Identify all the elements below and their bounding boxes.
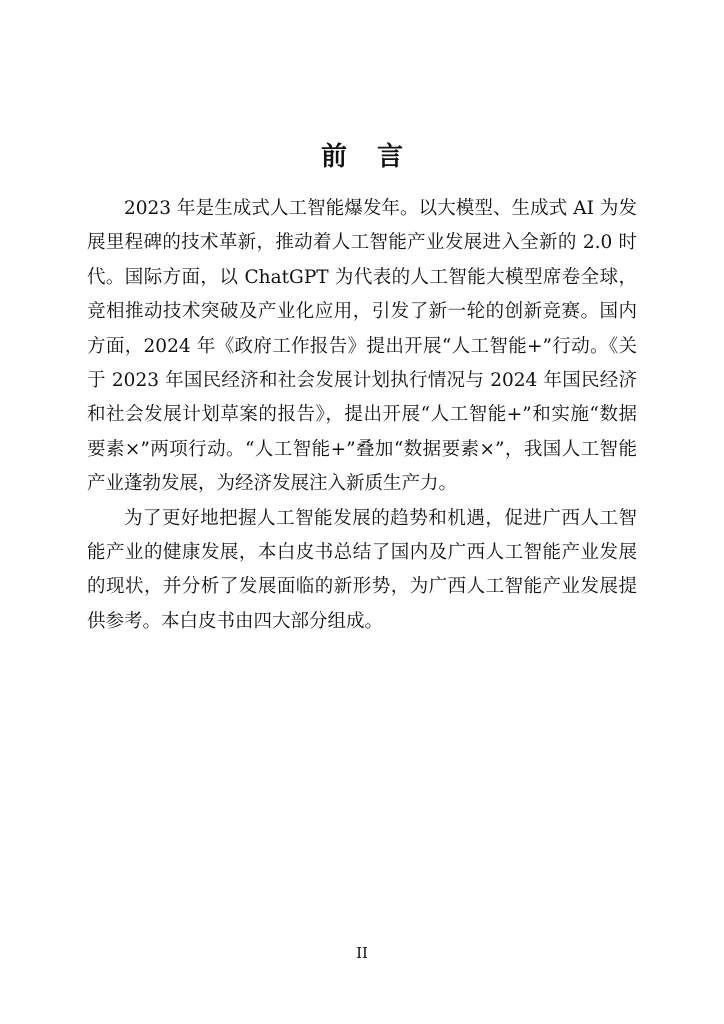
preface-body bbox=[87, 192, 637, 639]
page-title: 前言 bbox=[320, 142, 433, 173]
paragraph-2: 为了更好地把握人工智能发展的趋势和机遇，促进广西人工智能产业的健康发展，本白皮书总结了国内及广西人工智能产业发展的现状，并分析了发展面临的新形势，为广西人工智能产业发展提供参考。本白皮书由四大部分组成。 bbox=[87, 507, 637, 632]
page-number: II bbox=[356, 944, 368, 962]
paragraph-1: 2023 年是生成式人工智能爆发年。以大模型、生成式 AI 为发展里程碑的技术革新，推动着人工智能产业发展进入全新的 2.0 时代。国际方面，以 ChatGPT 为代表的人工智能大模型席卷全球，竞相推动技术突破及产业化应用，引发了新一轮的创新竞赛。国内方面，2024 年《政府工作报告》提出开展“人工智能+”行动。《关于 2023 年国民经济和社会发展计划执行情况与 2024 年国民经济和社会发展计划草案的报告》，提出开展“人工智能+”和实施“数据要素×”两项行动。“人工智能+”叠加“数据要素×”，我国人工智能产业蓬勃发展，为经济发展注入新质生产力。 bbox=[87, 198, 637, 495]
